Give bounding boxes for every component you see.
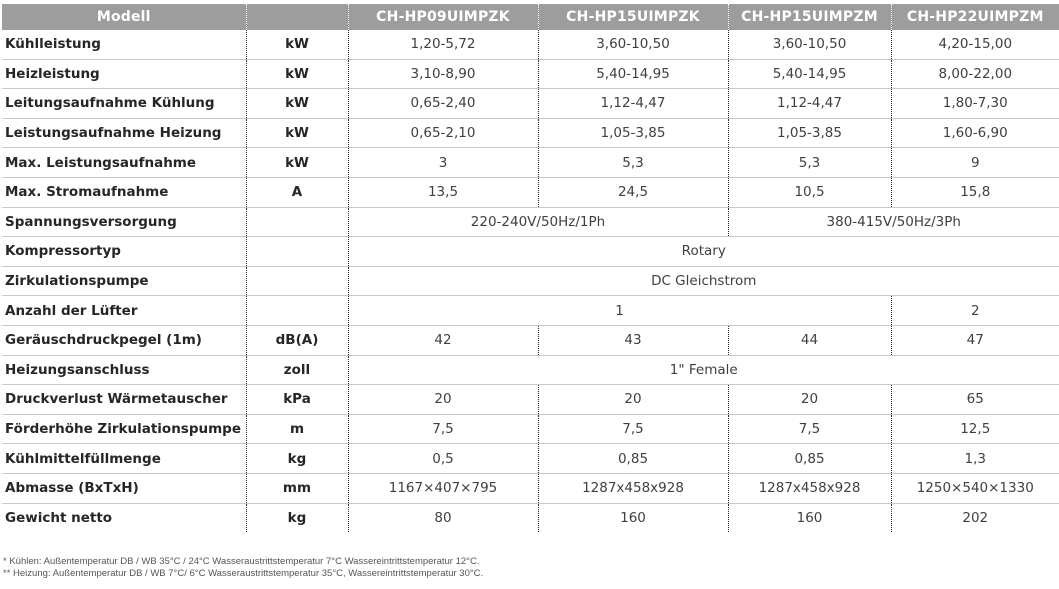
header-model-4: CH-HP22UIMPZM	[891, 4, 1059, 30]
cell-value: 9	[891, 148, 1059, 178]
cell-value-merged: DC Gleichstrom	[348, 266, 1059, 296]
cell-value: 43	[538, 325, 728, 355]
cell-value: 0,85	[728, 444, 891, 474]
row-unit: zoll	[246, 355, 348, 385]
cell-value: 0,65-2,10	[348, 118, 538, 148]
footnote-cooling: * Kühlen: Außentemperatur DB / WB 35°C / 24°C Wasseraustrittstemperatur 7°C Wassereintrittstemperatur 12°C.	[3, 556, 480, 567]
table-row	[2, 237, 1059, 267]
table-row	[2, 30, 1059, 59]
row-label: Anzahl der Lüfter	[2, 296, 246, 326]
row-label: Heizleistung	[2, 59, 246, 89]
cell-value-merged: 220-240V/50Hz/1Ph	[348, 207, 728, 237]
table-row	[2, 503, 1059, 532]
row-unit: kW	[246, 148, 348, 178]
row-unit: mm	[246, 473, 348, 503]
row-unit: kW	[246, 30, 348, 59]
cell-value: 1,20-5,72	[348, 30, 538, 59]
row-label: Kühlleistung	[2, 30, 246, 59]
cell-value: 3	[348, 148, 538, 178]
row-unit	[246, 207, 348, 237]
cell-value: 20	[538, 385, 728, 415]
cell-value: 1,05-3,85	[538, 118, 728, 148]
table-row	[2, 266, 1059, 296]
cell-value-merged: Rotary	[348, 237, 1059, 267]
row-label: Kompressortyp	[2, 237, 246, 267]
cell-value: 80	[348, 503, 538, 532]
cell-value: 160	[728, 503, 891, 532]
row-unit: kg	[246, 503, 348, 532]
cell-value: 1,12-4,47	[538, 89, 728, 119]
cell-value: 13,5	[348, 177, 538, 207]
header-model-3: CH-HP15UIMPZM	[728, 4, 891, 30]
cell-value: 1287x458x928	[728, 473, 891, 503]
cell-value: 1287x458x928	[538, 473, 728, 503]
row-label: Spannungsversorgung	[2, 207, 246, 237]
header-model-1: CH-HP09UIMPZK	[348, 4, 538, 30]
cell-value-merged: 1" Female	[348, 355, 1059, 385]
cell-value: 0,65-2,40	[348, 89, 538, 119]
cell-value: 2	[891, 296, 1059, 326]
cell-value: 3,10-8,90	[348, 59, 538, 89]
row-label: Zirkulationspumpe	[2, 266, 246, 296]
row-label: Max. Stromaufnahme	[2, 177, 246, 207]
row-unit	[246, 237, 348, 267]
cell-value: 1250×540×1330	[891, 473, 1059, 503]
cell-value: 1,3	[891, 444, 1059, 474]
row-unit: dB(A)	[246, 325, 348, 355]
header-row	[2, 4, 1059, 30]
cell-value: 65	[891, 385, 1059, 415]
row-unit	[246, 296, 348, 326]
row-label: Abmasse (BxTxH)	[2, 473, 246, 503]
row-unit: kW	[246, 59, 348, 89]
header-model: Modell	[2, 4, 246, 30]
cell-value: 1167×407×795	[348, 473, 538, 503]
table-row	[2, 385, 1059, 415]
row-unit: m	[246, 414, 348, 444]
cell-value: 10,5	[728, 177, 891, 207]
table-row	[2, 89, 1059, 119]
cell-value: 7,5	[348, 414, 538, 444]
cell-value: 5,40-14,95	[728, 59, 891, 89]
cell-value: 3,60-10,50	[728, 30, 891, 59]
cell-value: 7,5	[538, 414, 728, 444]
cell-value: 47	[891, 325, 1059, 355]
table-row	[2, 59, 1059, 89]
cell-value: 44	[728, 325, 891, 355]
cell-value: 12,5	[891, 414, 1059, 444]
spec-table	[2, 4, 1059, 532]
cell-value: 7,5	[728, 414, 891, 444]
cell-value: 202	[891, 503, 1059, 532]
table-row	[2, 207, 1059, 237]
header-unit	[246, 4, 348, 30]
table-row	[2, 325, 1059, 355]
cell-value: 24,5	[538, 177, 728, 207]
cell-value: 4,20-15,00	[891, 30, 1059, 59]
row-label: Geräuschdruckpegel (1m)	[2, 325, 246, 355]
row-unit: kW	[246, 89, 348, 119]
table-row	[2, 148, 1059, 178]
cell-value: 1,60-6,90	[891, 118, 1059, 148]
footnote-heating: ** Heizung: Außentemperatur DB / WB 7°C/ 6°C Wasseraustrittstemperatur 35°C, Wassereintrittstemperatur 30°C.	[3, 568, 484, 579]
row-label: Leistungsaufnahme Heizung	[2, 118, 246, 148]
cell-value: 20	[348, 385, 538, 415]
cell-value: 20	[728, 385, 891, 415]
cell-value: 15,8	[891, 177, 1059, 207]
table-row	[2, 118, 1059, 148]
table-row	[2, 473, 1059, 503]
table-row	[2, 177, 1059, 207]
cell-value: 5,3	[728, 148, 891, 178]
cell-value: 1,80-7,30	[891, 89, 1059, 119]
row-label: Leitungsaufnahme Kühlung	[2, 89, 246, 119]
row-label: Förderhöhe Zirkulationspumpe	[2, 414, 246, 444]
cell-value: 3,60-10,50	[538, 30, 728, 59]
row-label: Kühlmittelfüllmenge	[2, 444, 246, 474]
row-label: Gewicht netto	[5, 509, 113, 526]
table-row	[2, 444, 1059, 474]
row-unit: kW	[246, 118, 348, 148]
cell-value-merged: 380-415V/50Hz/3Ph	[728, 207, 1059, 237]
row-label: Druckverlust Wärmetauscher	[2, 385, 246, 415]
cell-value: 160	[538, 503, 728, 532]
cell-value: 42	[348, 325, 538, 355]
header-model-2: CH-HP15UIMPZK	[538, 4, 728, 30]
row-unit: A	[246, 177, 348, 207]
footnotes	[3, 556, 483, 580]
cell-value: 8,00-22,00	[891, 59, 1059, 89]
row-unit	[246, 266, 348, 296]
row-label: Max. Leistungsaufnahme	[2, 148, 246, 178]
cell-value: 5,40-14,95	[538, 59, 728, 89]
row-unit: kPa	[246, 385, 348, 415]
cell-value: 0,85	[538, 444, 728, 474]
cell-value: 1,12-4,47	[728, 89, 891, 119]
cell-value: 1,05-3,85	[728, 118, 891, 148]
table-row	[2, 296, 1059, 326]
row-unit: kg	[246, 444, 348, 474]
cell-value: 0,5	[348, 444, 538, 474]
table-row	[2, 355, 1059, 385]
cell-value-merged: 1	[348, 296, 891, 326]
cell-value: 5,3	[538, 148, 728, 178]
table-row	[2, 414, 1059, 444]
row-label: Heizungsanschluss	[2, 355, 246, 385]
